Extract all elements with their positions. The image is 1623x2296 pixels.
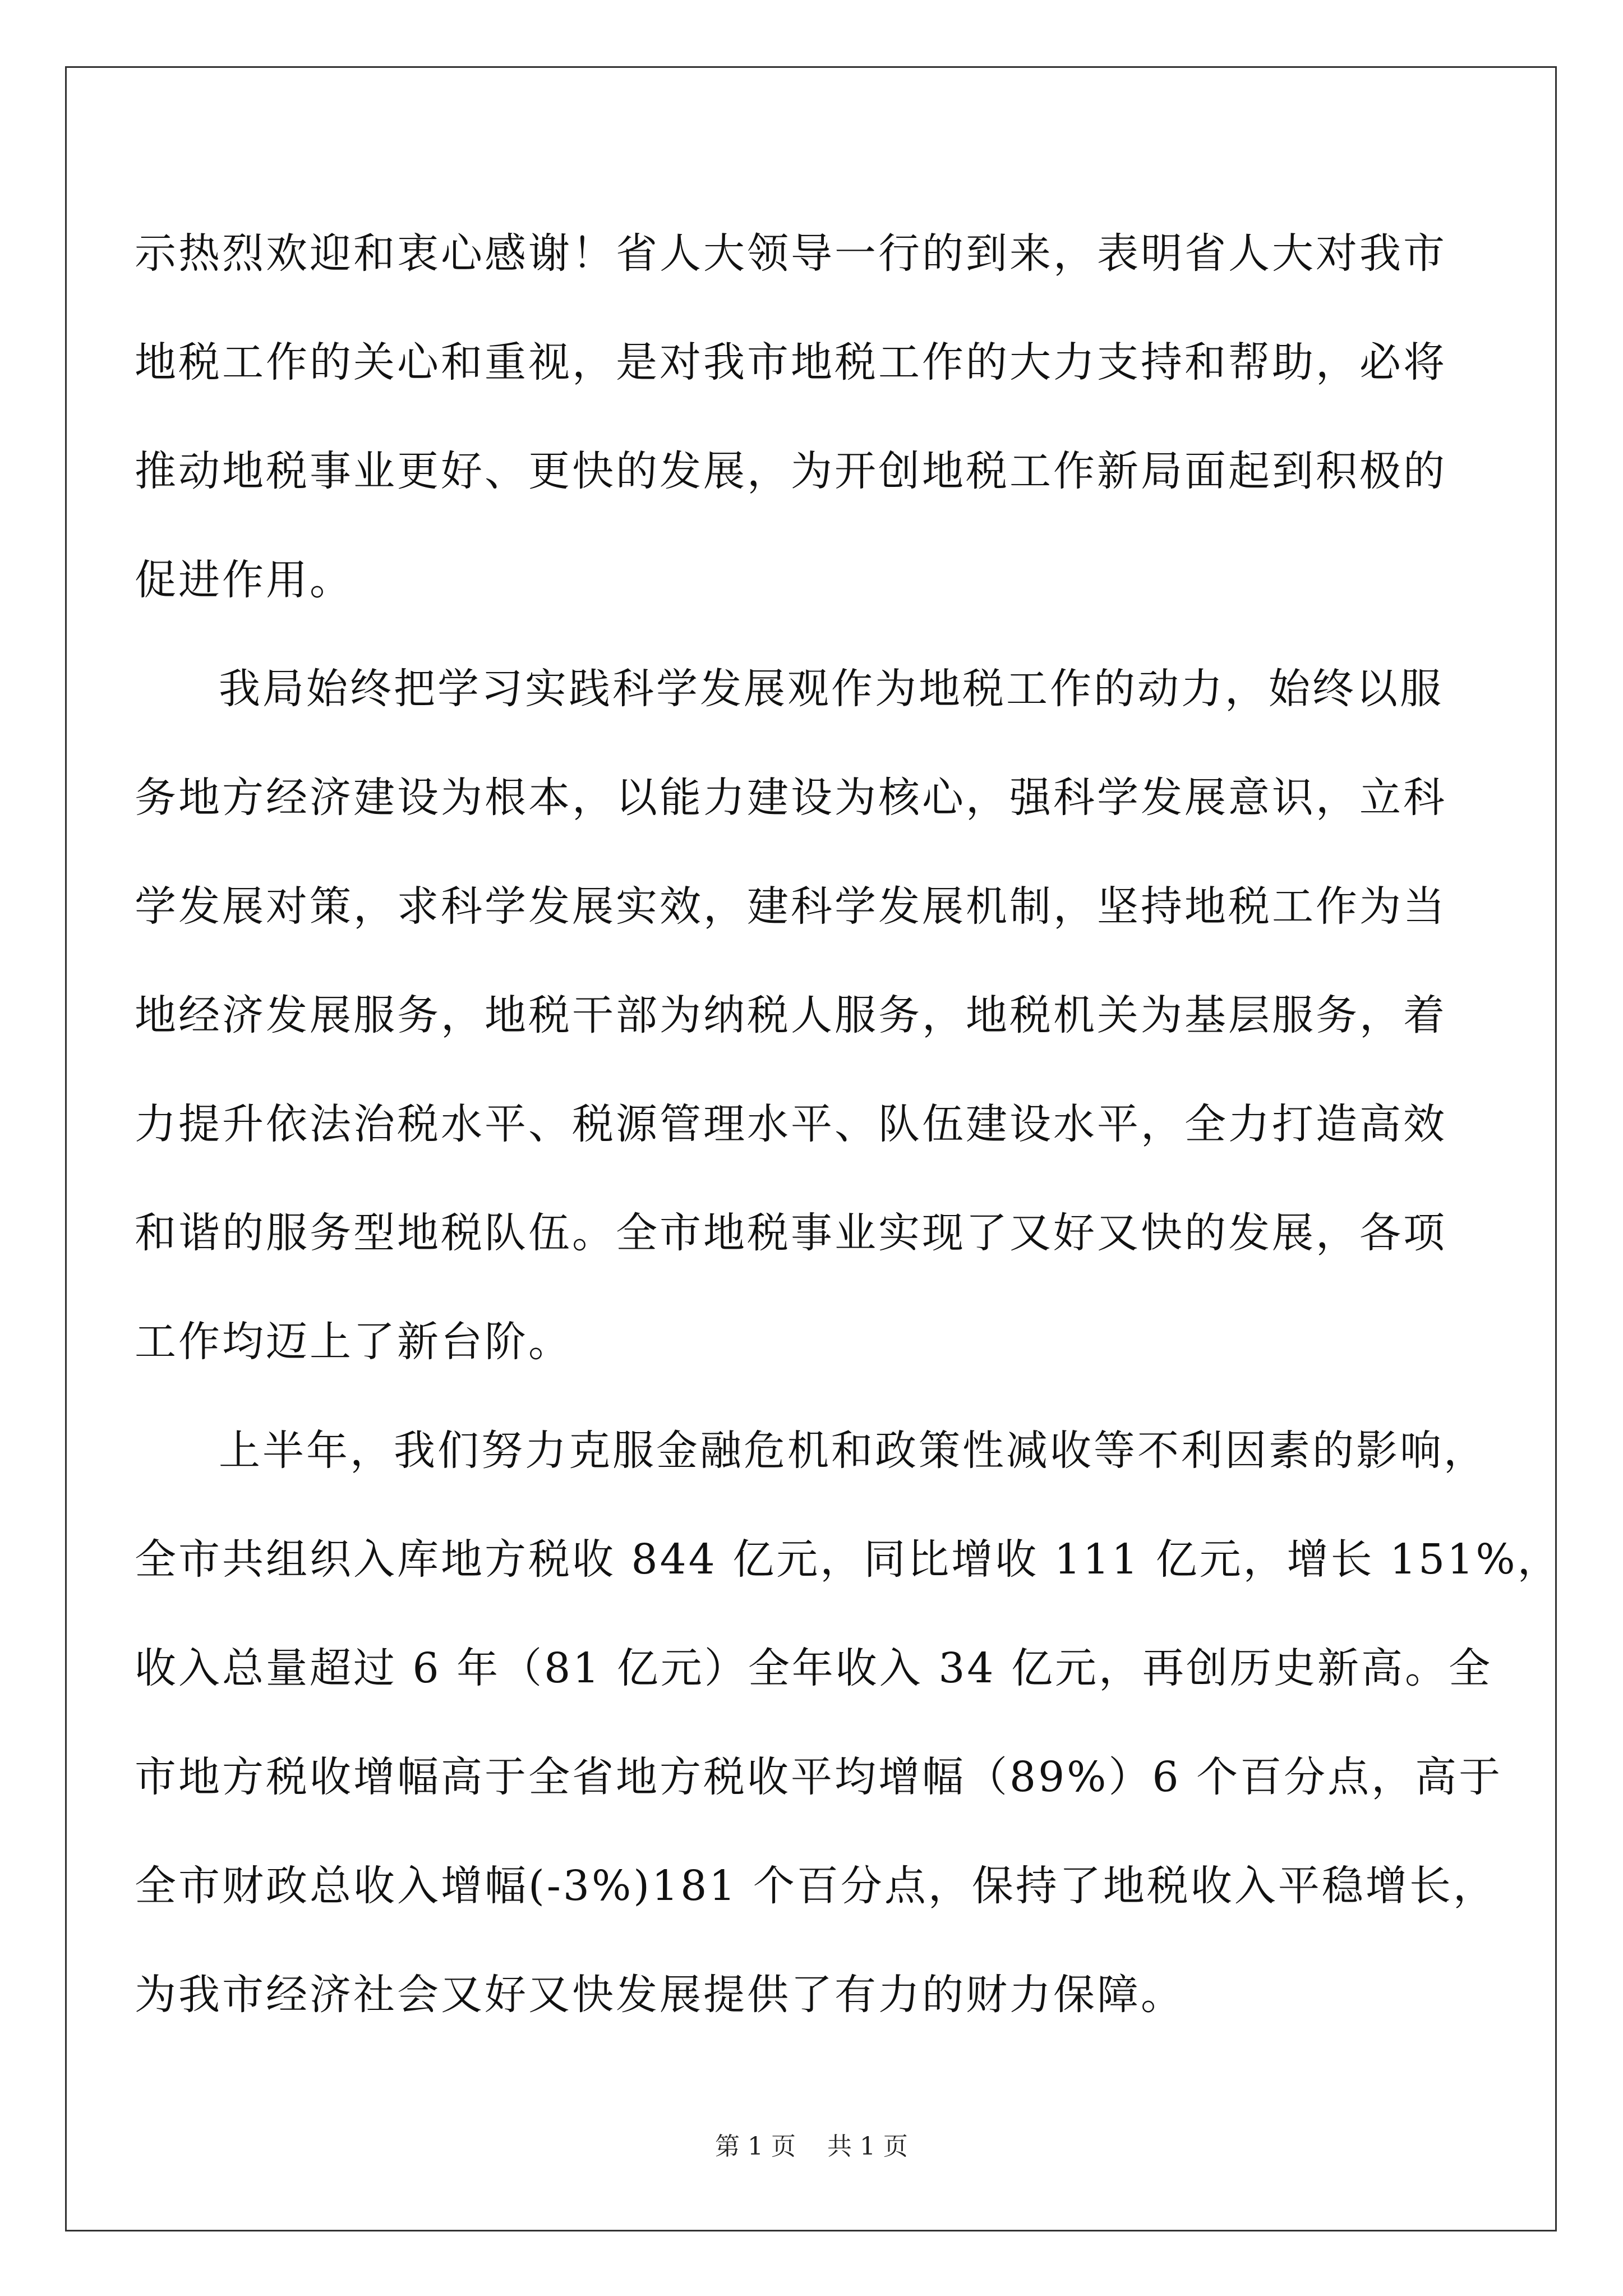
paragraph-start-line: 我局始终把学习实践科学发展观作为地税工作的动力，始终以服	[219, 665, 1444, 713]
text-line: 工作均迈上了新台阶。	[135, 1318, 572, 1366]
document-body	[135, 199, 1565, 2049]
text-line: 市地方税收增幅高于全省地方税收平均增幅（89%）6 个百分点，高于	[135, 1753, 1503, 1801]
text-line: 地经济发展服务，地税干部为纳税人服务，地税机关为基层服务，着	[135, 991, 1447, 1039]
paragraph-start-line: 上半年，我们努力克服金融危机和政策性减收等不利因素的影响，	[219, 1427, 1487, 1475]
text-line: 收入总量超过 6 年（81 亿元）全年收入 34 亿元，再创历史新高。全	[135, 1644, 1493, 1692]
text-line: 为我市经济社会又好又快发展提供了有力的财力保障。	[135, 1971, 1184, 2019]
text-line: 推动地税事业更好、更快的发展，为开创地税工作新局面起到积极的	[135, 447, 1447, 495]
text-line: 示热烈欢迎和衷心感谢！省人大领导一行的到来，表明省人大对我市	[135, 229, 1447, 278]
text-line: 全市共组织入库地方税收 844 亿元，同比增收 111 亿元，增长 151%，	[135, 1535, 1561, 1584]
page-footer: 第 1 页 共 1 页	[715, 2132, 908, 2161]
text-line: 和谐的服务型地税队伍。全市地税事业实现了又好又快的发展，各项	[135, 1209, 1447, 1257]
text-line: 促进作用。	[135, 556, 353, 604]
text-line: 全市财政总收入增幅(-3%)181 个百分点，保持了地税收入平稳增长，	[135, 1862, 1497, 1910]
text-line: 务地方经济建设为根本，以能力建设为核心，强科学发展意识，立科	[135, 774, 1447, 822]
text-line: 地税工作的关心和重视，是对我市地税工作的大力支持和帮助，必将	[135, 338, 1447, 386]
text-line: 学发展对策，求科学发展实效，建科学发展机制，坚持地税工作为当	[135, 882, 1447, 931]
text-line: 力提升依法治税水平、税源管理水平、队伍建设水平，全力打造高效	[135, 1100, 1447, 1148]
